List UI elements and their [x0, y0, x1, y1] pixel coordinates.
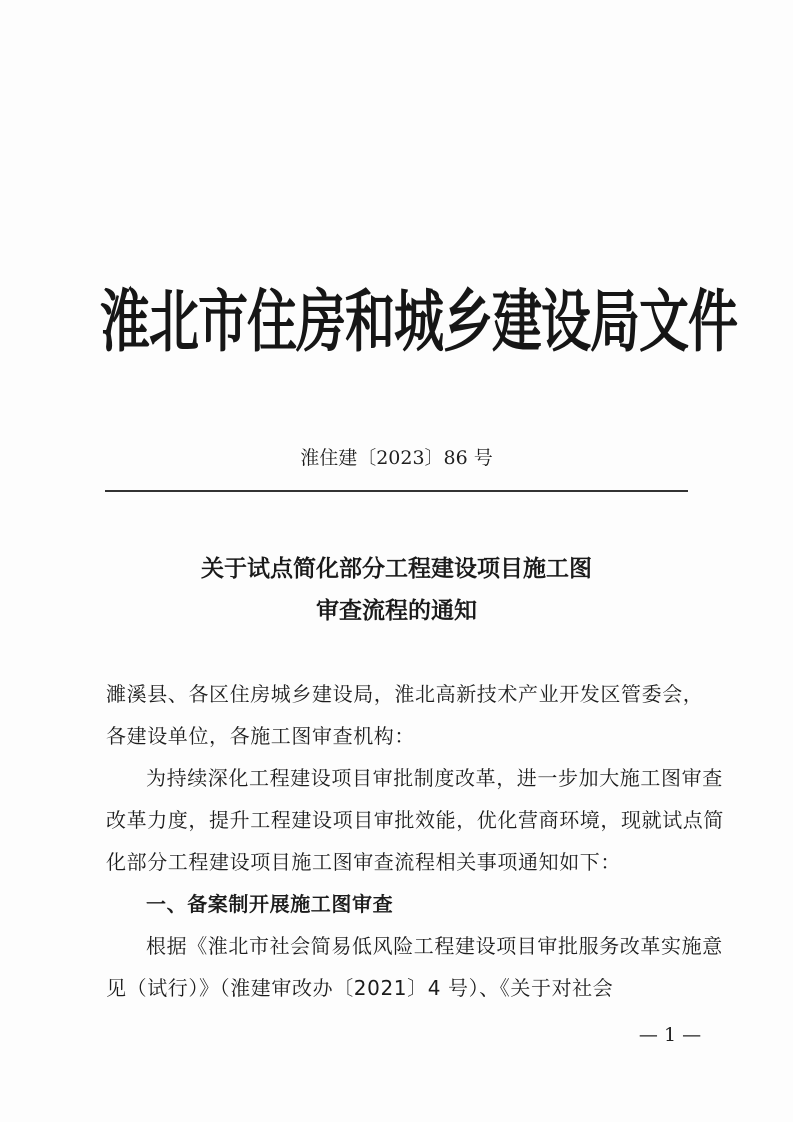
paragraph-2: 根据《淮北市社会简易低风险工程建设项目审批服务改革实施意见（试行）》（淮建审改办〔2021〕4 号）、《关于对社会: [106, 934, 723, 1000]
document-subject: [0, 548, 793, 632]
page-number: — 1 —: [638, 1024, 702, 1046]
addressees-line-1: 濉溪县、各区住房城乡建设局，淮北高新技术产业开发区管委会，: [106, 682, 704, 706]
addressees-line-2: 各建设单位，各施工图审查机构：: [106, 724, 415, 748]
section-1-heading: 一、备案制开展施工图审查: [146, 892, 394, 916]
document-number: 淮住建〔2023〕86 号: [300, 447, 493, 469]
issuer-title: 淮北市住房和城乡建设局文件: [100, 282, 737, 362]
document-body: [106, 673, 726, 1009]
header-divider: [105, 490, 688, 492]
paragraph-1: 为持续深化工程建设项目审批制度改革，进一步加大施工图审查改革力度，提升工程建设项目审批效能，优化营商环境，现就试点简化部分工程建设项目施工图审查流程相关事项通知如下：: [106, 766, 724, 874]
subject-line-1: 关于试点简化部分工程建设项目施工图: [201, 556, 592, 582]
subject-line-2: 审查流程的通知: [316, 598, 477, 624]
